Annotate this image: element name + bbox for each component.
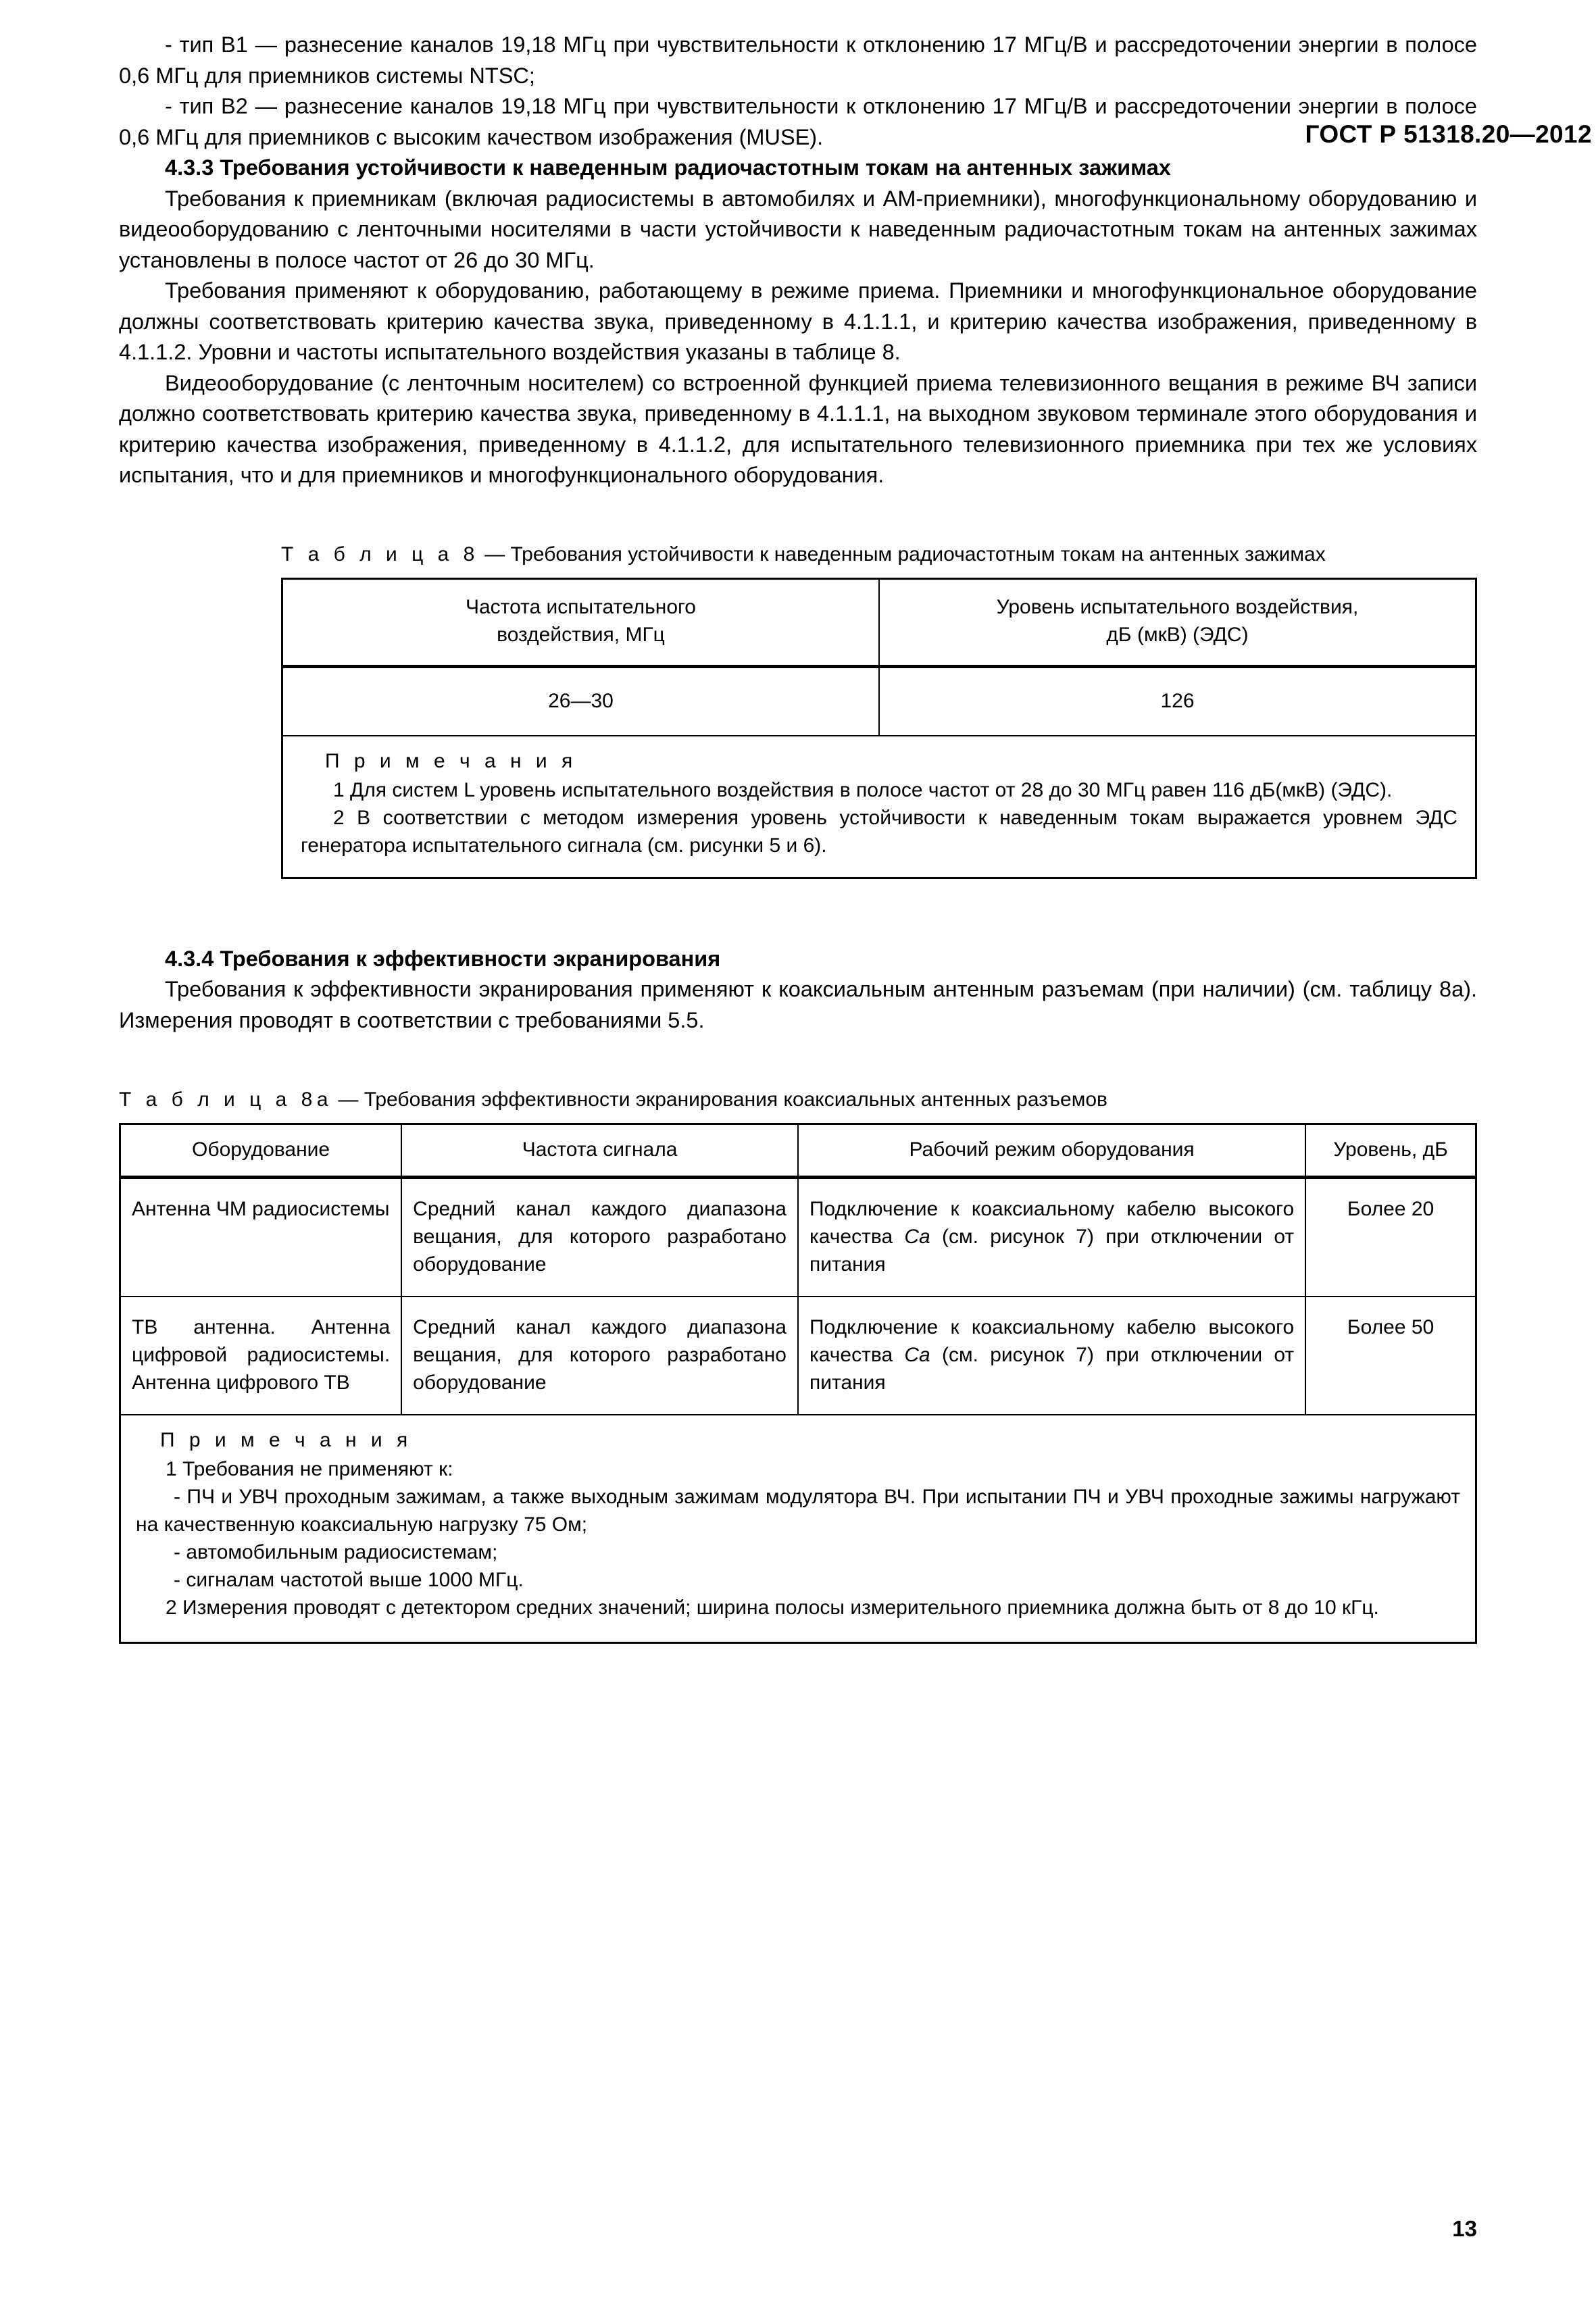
table-8-header-level-line1: Уровень испытательного воздействия, [996, 595, 1359, 618]
table-8a-caption-dash: — [332, 1088, 364, 1111]
table-8-note-2: 2 В соответствии с методом измерения уровень устойчивости к наведенным токам выражается уровнем ЭДС генератора испытательного сигнала (см. рисунки 5 и 6). [301, 806, 1457, 857]
table-8a-caption [119, 1086, 1477, 1113]
bullet-type-b1: - тип В1 — разнесение каналов 19,18 МГц при чувствительности к отклонению 17 МГц/В и рассредоточении энергии в полосе 0,6 МГц для приемников системы NTSC; [119, 32, 1477, 88]
table-8-note-1: 1 Для систем L уровень испытательного воздействия в полосе частот от 28 до 30 МГц равен 116 дБ(мкВ) (ЭДС). [333, 778, 1393, 801]
table-8-caption-dash: — [478, 543, 511, 565]
table-8a-note-1-bullet-2: - автомобильным радиосистемам; [174, 1541, 498, 1563]
table-8-header-row [282, 578, 1476, 666]
cable-symbol-ca: Ca [904, 1226, 930, 1248]
paragraph-434-1: Требования к эффективности экранирования применяют к коаксиальным антенным разъемам (при наличии) (см. таблицу 8а). Измерения проводят в соответствии с требованиями 5.5. [119, 977, 1477, 1032]
page-content [119, 0, 1477, 1644]
heading-4-3-4: 4.3.4 Требования к эффективности экранирования [165, 946, 721, 971]
table-8-header-level-line2: дБ (мкВ) (ЭДС) [1106, 623, 1249, 646]
table-8a-row1-level: Более 20 [1305, 1178, 1476, 1297]
table-8a-row2-level: Более 50 [1305, 1297, 1476, 1415]
table-8-cell-level: 126 [879, 666, 1476, 736]
table-8-header-frequency-line2: воздействия, МГц [497, 623, 665, 646]
table-8a-notes [120, 1415, 1476, 1643]
table-8-notes-body [301, 776, 1457, 859]
table-8a-header-level: Уровень, дБ [1305, 1124, 1476, 1178]
table-8-notes-row [282, 736, 1476, 878]
bullet-type-b2: - тип В2 — разнесение каналов 19,18 МГц при чувствительности к отклонению 17 МГц/В и рассредоточении энергии в полосе 0,6 МГц для приемников с высоким качеством изображения (MUSE). [119, 94, 1477, 149]
table-8a-notes-title: П р и м е ч а н и я [160, 1429, 412, 1451]
table-8-notes [282, 736, 1476, 878]
table-8-caption [281, 540, 1477, 568]
table-8-cell-frequency: 26—30 [282, 666, 880, 736]
table-row [120, 1178, 1476, 1297]
mode-text-part2: (см. рисунок 7) при отключении от питания [809, 1344, 1295, 1394]
table-8a-caption-label: Т а б л и ц а 8а [119, 1088, 333, 1111]
table-8a-row1-mode [798, 1178, 1305, 1297]
table-8a-row2-mode [798, 1297, 1305, 1415]
table-8a-note-1-bullet-1: - ПЧ и УВЧ проходным зажимам, а также выходным зажимам модулятора ВЧ. При испытании ПЧ и УВЧ проходные зажимы нагружают на качественную коаксиальную нагрузку 75 Ом; [136, 1486, 1460, 1536]
mode-text-part2: (см. рисунок 7) при отключении от питания [809, 1226, 1295, 1276]
table-8-notes-title: П р и м е ч а н и я [325, 749, 577, 772]
cable-symbol-ca: Ca [904, 1344, 930, 1366]
table-8a-header-frequency: Частота сигнала [401, 1124, 798, 1178]
paragraph-433-2: Требования применяют к оборудованию, работающему в режиме приема. Приемники и многофункциональное оборудование должны соответствовать критерию качества звука, приведенному в 4.1.1.1, и критерию качества изображения, приведенному в 4.1.1.2. Уровни и частоты испытательного воздействия указаны в таблице 8. [119, 278, 1477, 364]
table-8a-caption-text: Требования эффективности экранирования коаксиальных антенных разъемов [364, 1088, 1107, 1111]
table-8a-row1-equipment: Антенна ЧМ радиосистемы [120, 1178, 402, 1297]
paragraph-433-1: Требования к приемникам (включая радиосистемы в автомобилях и АМ-приемники), многофункциональному оборудованию и видеооборудованию с ленточными носителями в части устойчивости к наведенным радиочастотным токам на антенных зажимах установлены в полосе частот от 26 до 30 МГц. [119, 186, 1477, 272]
table-8a-wrapper [119, 1086, 1477, 1644]
table-8a-note-1-head: 1 Требования не применяют к: [166, 1458, 453, 1480]
page-number: 13 [1452, 2216, 1477, 2241]
table-8-caption-label: Т а б л и ц а 8 [281, 543, 479, 565]
table-8a-header-mode: Рабочий режим оборудования [798, 1124, 1305, 1178]
table-8a-header-row [120, 1124, 1476, 1178]
table-8 [281, 578, 1477, 879]
section-434-block [119, 944, 1477, 1036]
table-8-header-frequency-line1: Частота испытательного [466, 595, 696, 618]
standard-header: ГОСТ Р 51318.20—2012 [1305, 120, 1592, 148]
table-8a-row2-equipment: ТВ антенна. Антенна цифровой радиосистемы. Антенна цифрового ТВ [120, 1297, 402, 1415]
paragraph-433-3: Видеооборудование (с ленточным носителем) со встроенной функцией приема телевизионного вещания в режиме ВЧ записи должно соответствовать критерию качества звука, приведенному в 4.1.1.1, на выходном звуковом терминале этого оборудования и критерию качества изображения, приведенному в 4.1.1.2, для испытательного телевизионного приемника при тех же условиях испытания, что и для приемников и многофункционального оборудования. [119, 370, 1477, 487]
heading-4-3-3: 4.3.3 Требования устойчивости к наведенным радиочастотным токам на антенных зажимах [165, 155, 1171, 180]
table-8a-row1-frequency: Средний канал каждого диапазона вещания, для которого разработано оборудование [401, 1178, 798, 1297]
table-8-caption-text: Требования устойчивости к наведенным радиочастотным токам на антенных зажимах [510, 543, 1326, 565]
table-row [120, 1297, 1476, 1415]
table-8a-row2-frequency: Средний канал каждого диапазона вещания, для которого разработано оборудование [401, 1297, 798, 1415]
table-8a-header-equipment: Оборудование [120, 1124, 402, 1178]
table-8-header-frequency [282, 578, 880, 666]
table-8a-notes-body [136, 1455, 1460, 1621]
table-8a-notes-row [120, 1415, 1476, 1643]
table-8a [119, 1123, 1477, 1644]
section-433-block [119, 30, 1477, 491]
table-8-wrapper [119, 540, 1477, 879]
mode-text-part1: Подключение к коаксиальному кабелю высокого качества [809, 1316, 1295, 1366]
table-row [282, 666, 1476, 736]
table-8-header-level [879, 578, 1476, 666]
table-8a-note-2: 2 Измерения проводят с детектором средних значений; ширина полосы измерительного приемника должна быть от 8 до 10 кГц. [166, 1596, 1379, 1619]
mode-text-part1: Подключение к коаксиальному кабелю высокого качества [809, 1198, 1295, 1248]
table-8a-note-1-bullet-3: - сигналам частотой выше 1000 МГц. [174, 1569, 524, 1591]
